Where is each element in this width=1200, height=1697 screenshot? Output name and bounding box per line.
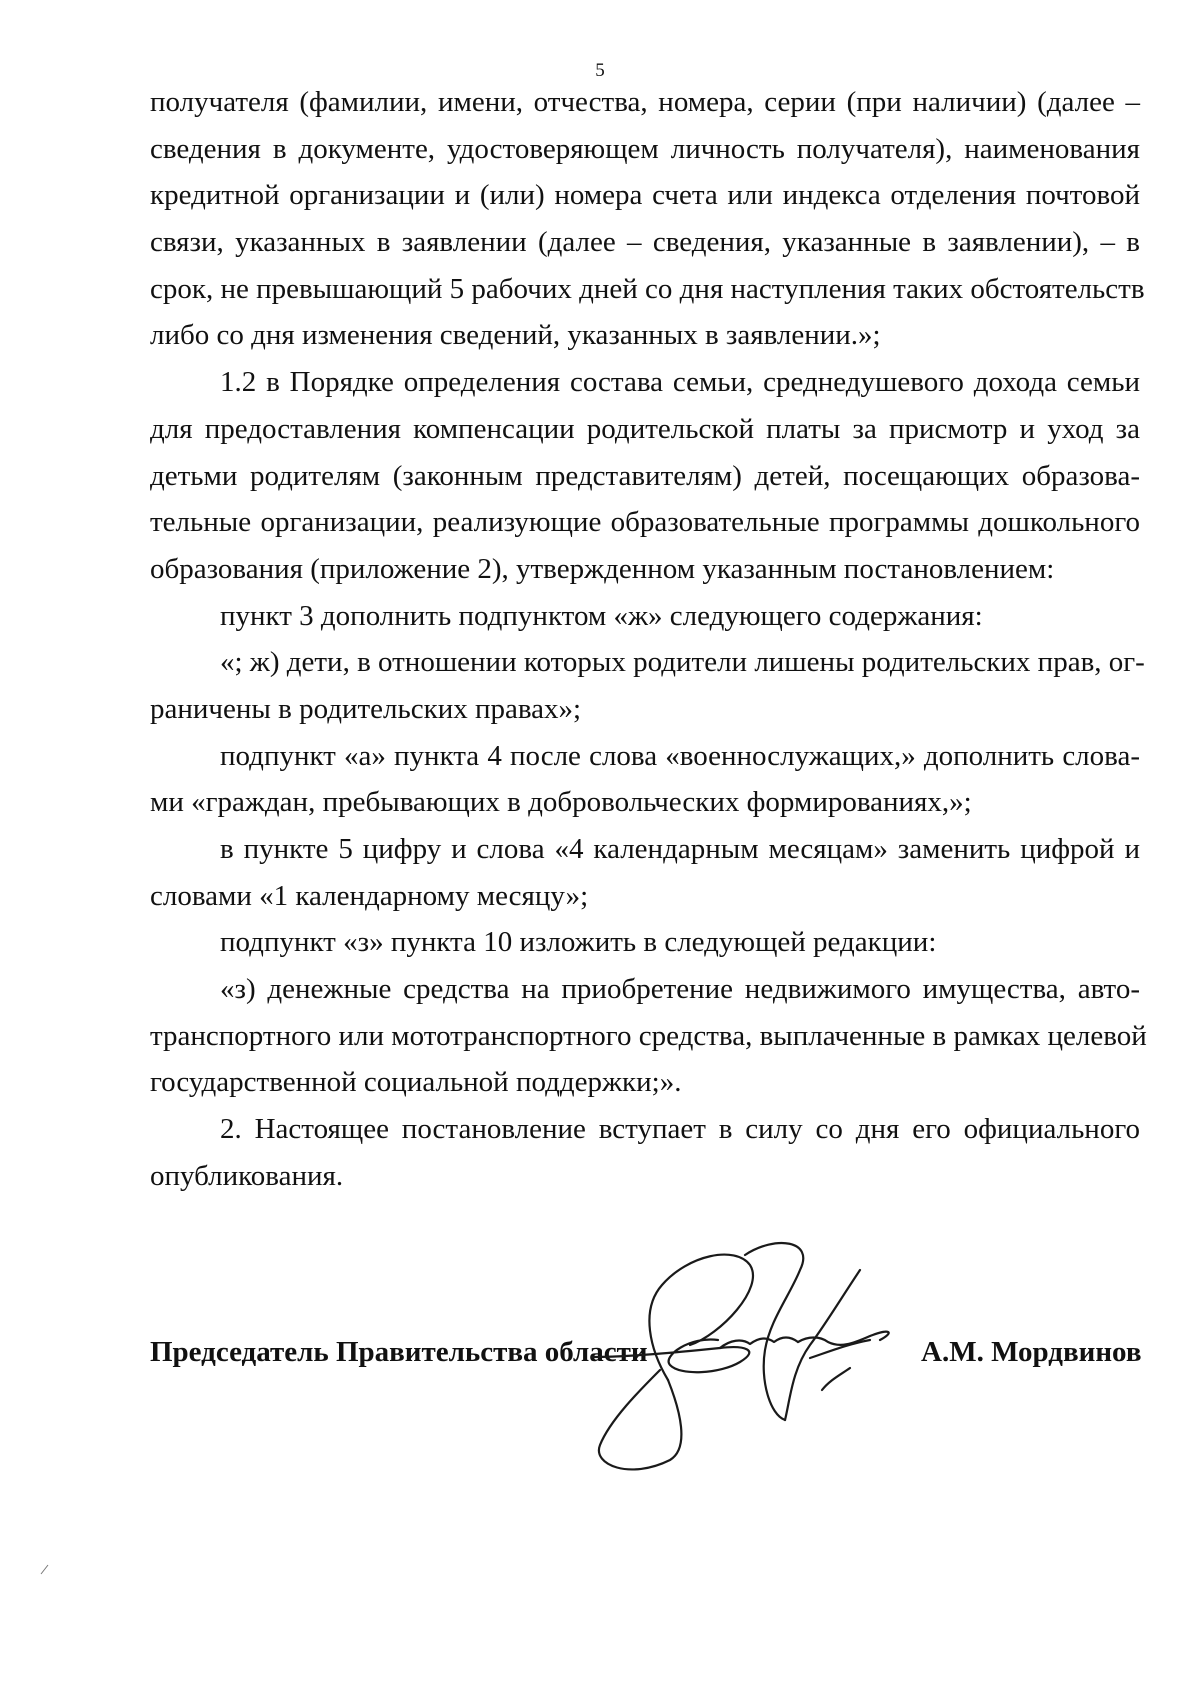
text-line: тельные организации, реализующие образовательные программы дошкольного	[150, 506, 1140, 539]
text-line: 1.2 в Порядке определения состава семьи, среднедушевого дохода семьи	[220, 366, 1140, 399]
text-line: раничены в родительских правах»;	[150, 692, 582, 725]
scan-mark	[40, 1563, 50, 1575]
document-body	[150, 79, 1147, 1200]
text-line: «; ж) дети, в отношении которых родители лишены родительских прав, ог-	[220, 646, 1145, 679]
text-line: для предоставления компенсации родительской платы за присмотр и уход за	[150, 412, 1140, 445]
text-line: государственной социальной поддержки;».	[150, 1066, 682, 1099]
paragraph	[150, 639, 1145, 732]
text-line: 2. Настоящее постановление вступает в силу со дня его официального	[220, 1113, 1140, 1146]
paragraph	[150, 826, 1140, 919]
handwritten-signature	[570, 1240, 900, 1480]
text-line: связи, указанных в заявлении (далее – сведения, указанные в заявлении), – в	[150, 226, 1140, 259]
text-line: кредитной организации и (или) номера счета или индекса отделения почтовой	[150, 179, 1140, 212]
paragraph	[150, 733, 1140, 826]
paragraph	[150, 79, 1145, 359]
text-line: сведения в документе, удостоверяющем личность получателя), наименования	[150, 132, 1140, 165]
paragraph	[150, 1106, 1140, 1199]
text-line: срок, не превышающий 5 рабочих дней со дня наступления таких обстоятельств	[150, 272, 1145, 305]
paragraph	[150, 919, 1140, 966]
paragraph	[150, 593, 1140, 640]
text-line: «з) денежные средства на приобретение недвижимого имущества, авто-	[220, 973, 1140, 1006]
text-line: ми «граждан, пребывающих в добровольческих формированиях,»;	[150, 786, 972, 819]
text-line: образования (приложение 2), утвержденном указанным постановлением:	[150, 552, 1055, 585]
text-line: в пункте 5 цифру и слова «4 календарным месяцам» заменить цифрой и	[220, 833, 1140, 865]
text-line: получателя (фамилии, имени, отчества, номера, серии (при наличии) (далее –	[150, 86, 1140, 118]
text-line: подпункт «з» пункта 10 изложить в следующей редакции:	[220, 926, 937, 959]
text-line: детьми родителям (законным представителям) детей, посещающих образова-	[150, 459, 1140, 492]
text-line: транспортного или мототранспортного средства, выплаченные в рамках целевой	[150, 1019, 1147, 1052]
text-line: пункт 3 дополнить подпунктом «ж» следующего содержания:	[220, 599, 983, 632]
signatory-name: А.М. Мордвинов	[921, 1336, 1142, 1368]
text-line: словами «1 календарному месяцу»;	[150, 879, 589, 912]
signatory-title: Председатель Правительства области	[150, 1336, 648, 1368]
paragraph	[150, 966, 1147, 1106]
text-line: опубликования.	[150, 1159, 344, 1192]
text-line: подпункт «а» пункта 4 после слова «военнослужащих,» дополнить слова-	[220, 739, 1140, 772]
page-number: 5	[595, 60, 605, 81]
text-line: либо со дня изменения сведений, указанных в заявлении.»;	[150, 319, 881, 352]
paragraph	[150, 359, 1140, 592]
